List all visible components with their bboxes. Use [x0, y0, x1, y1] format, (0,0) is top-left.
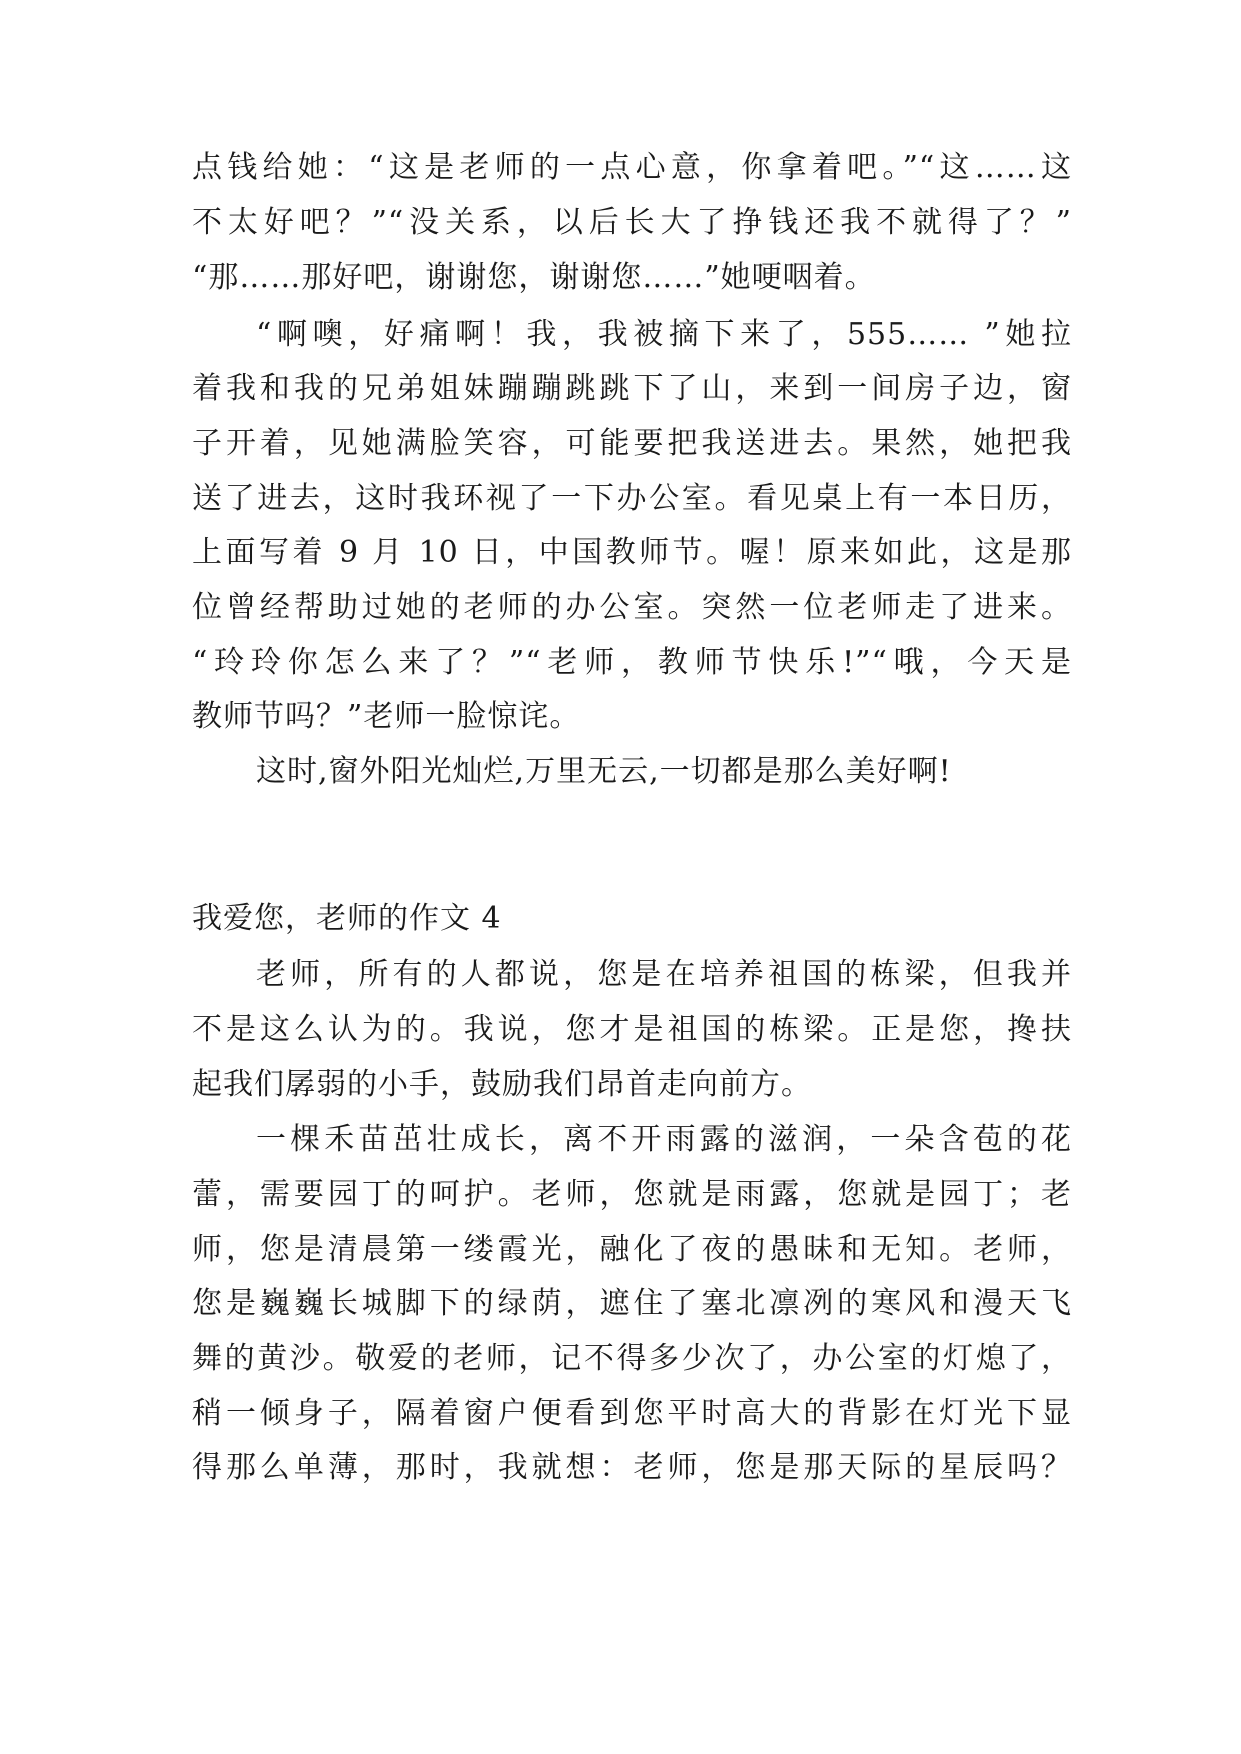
text-line: 您是巍巍长城脚下的绿荫，遮住了塞北凛冽的寒风和漫天飞	[192, 1286, 1072, 1321]
text-line: 上面写着 9 月 10 日，中国教师节。喔！原来如此，这是那	[192, 535, 1072, 570]
text-line: 老师，所有的人都说，您是在培养祖国的栋梁，但我并	[256, 957, 1072, 992]
text-line: 舞的黄沙。敬爱的老师，记不得多少次了，办公室的灯熄了，	[192, 1341, 1072, 1376]
text-line: “啊噢，好痛啊！我，我被摘下来了，555…… ”她拉	[256, 317, 1072, 352]
text-line: “那……那好吧，谢谢您，谢谢您……”她哽咽着。	[192, 260, 876, 295]
text-line: 着我和我的兄弟姐妹蹦蹦跳跳下了山，来到一间房子边，窗	[192, 371, 1072, 406]
text-line: 点钱给她：“这是老师的一点心意，你拿着吧。”“这……这	[192, 150, 1072, 185]
text-line: 得那么单薄，那时，我就想：老师，您是那天际的星辰吗？	[192, 1450, 1072, 1485]
text-line: 不太好吧？”“没关系，以后长大了挣钱还我不就得了？”	[192, 205, 1072, 240]
text-line: 起我们孱弱的小手，鼓励我们昂首走向前方。	[192, 1067, 812, 1102]
text-line: 教师节吗？”老师一脸惊诧。	[192, 699, 581, 734]
text-line: 送了进去，这时我环视了一下办公室。看见桌上有一本日历，	[192, 481, 1072, 516]
text-line: 一棵禾苗茁壮成长，离不开雨露的滋润，一朵含苞的花	[256, 1122, 1072, 1157]
section-heading: 我爱您，老师的作文 4	[192, 901, 502, 936]
text-line: 师，您是清晨第一缕霞光，融化了夜的愚昧和无知。老师，	[192, 1232, 1072, 1267]
text-line: 不是这么认为的。我说，您才是祖国的栋梁。正是您，搀扶	[192, 1012, 1072, 1047]
text-line: 蕾，需要园丁的呵护。老师，您就是雨露，您就是园丁；老	[192, 1177, 1072, 1212]
text-line: 位曾经帮助过她的老师的办公室。突然一位老师走了进来。	[192, 590, 1072, 625]
text-line: 稍一倾身子，隔着窗户便看到您平时高大的背影在灯光下显	[192, 1396, 1072, 1431]
text-line: 这时,窗外阳光灿烂,万里无云,一切都是那么美好啊!	[256, 754, 952, 789]
text-line: “玲玲你怎么来了？”“老师，教师节快乐!”“哦，今天是	[192, 645, 1072, 680]
text-line: 子开着，见她满脸笑容，可能要把我送进去。果然，她把我	[192, 426, 1072, 461]
